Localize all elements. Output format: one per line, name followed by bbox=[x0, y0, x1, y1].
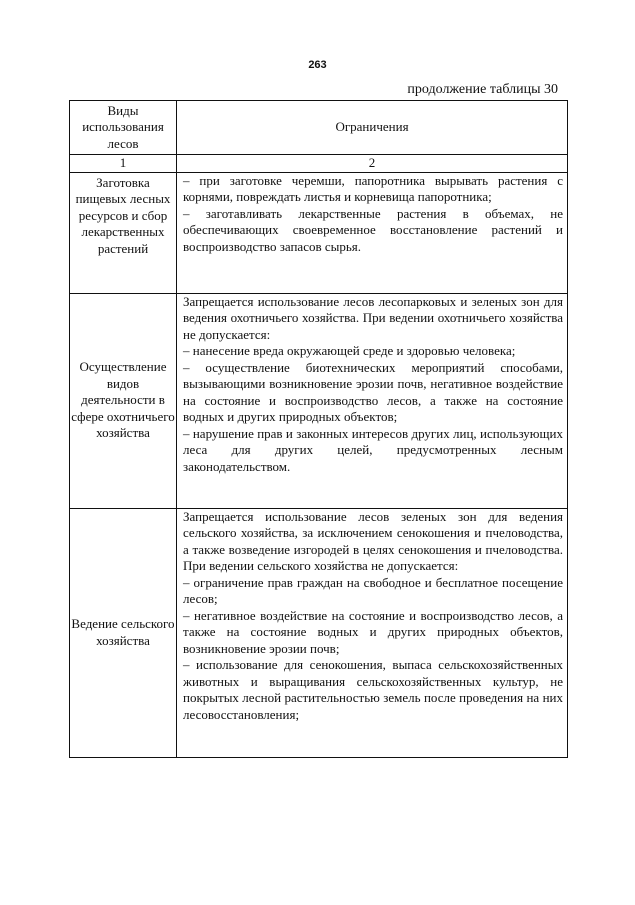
restriction-paragraph: – осуществление биотехнических мероприятий способами, вызывающими возникновение эрозии почв, негативное воздействие на состояние и воспроизводство лесов, а также на состояние водных и других природных объектов; bbox=[183, 359, 563, 424]
restriction-paragraph: Запрещается использование лесов лесопарковых и зеленых зон для ведения охотничьего хозяйства. При ведении охотничьего хозяйства не допускается: bbox=[183, 293, 563, 342]
restrictions-cell bbox=[177, 508, 568, 757]
restriction-paragraph: Запрещается использование лесов зеленых зон для ведения сельского хозяйства, за исключением сенокошения и пчеловодства, а также возведение изгородей в целях сенокошения и пчеловодства. При ведении сельского хозяйства не допускается: bbox=[183, 508, 563, 573]
column-number-2: 2 bbox=[177, 155, 568, 173]
header-forest-use: Виды использования лесов bbox=[70, 101, 177, 155]
activity-food-resources: Заготовка пищевых лесных ресурсов и сбор лекарственных растений bbox=[70, 172, 177, 293]
restriction-paragraph: – негативное воздействие на состояние и воспроизводство лесов, а также на состояние водных и других природных объектов, возникновение эрозии почв; bbox=[183, 607, 563, 656]
header-restrictions: Ограничения bbox=[177, 101, 568, 155]
restriction-paragraph: – использование для сенокошения, выпаса сельскохозяйственных животных и выращивания сельскохозяйственных культур, не покрытых лесной растительностью земель после проведения на них лесовосстановления; bbox=[183, 657, 563, 722]
restriction-paragraph: – нарушение прав и законных интересов других лиц, использующих леса для других целей, предусмотренных лесным законодательством. bbox=[183, 425, 563, 474]
table-caption: продолжение таблицы 30 bbox=[407, 82, 558, 97]
table-row bbox=[70, 293, 568, 508]
restrictions-cell bbox=[177, 172, 568, 293]
table-header-row bbox=[70, 101, 568, 155]
column-number-row bbox=[70, 155, 568, 173]
restrictions-table bbox=[69, 100, 568, 758]
restriction-paragraph: – при заготовке черемши, папоротника вырывать растения с корнями, повреждать листья и корневища папоротника; bbox=[183, 172, 563, 204]
column-number-1: 1 bbox=[70, 155, 177, 173]
activity-hunting: Осуществление видов деятельности в сфере охотничьего хозяйства bbox=[70, 293, 177, 508]
restriction-paragraph: – нанесение вреда окружающей среде и здоровью человека; bbox=[183, 343, 516, 358]
restriction-paragraph: – ограничение прав граждан на свободное и бесплатное посещение лесов; bbox=[183, 574, 563, 606]
activity-agriculture: Ведение сельского хозяйства bbox=[70, 508, 177, 757]
page-number: 263 bbox=[308, 59, 327, 71]
table-row bbox=[70, 172, 568, 293]
restrictions-cell bbox=[177, 293, 568, 508]
table-row bbox=[70, 508, 568, 757]
restriction-paragraph: – заготавливать лекарственные растения в объемах, не обеспечивающих своевременное восстановление растений и воспроизводство запасов сырья. bbox=[183, 205, 563, 254]
